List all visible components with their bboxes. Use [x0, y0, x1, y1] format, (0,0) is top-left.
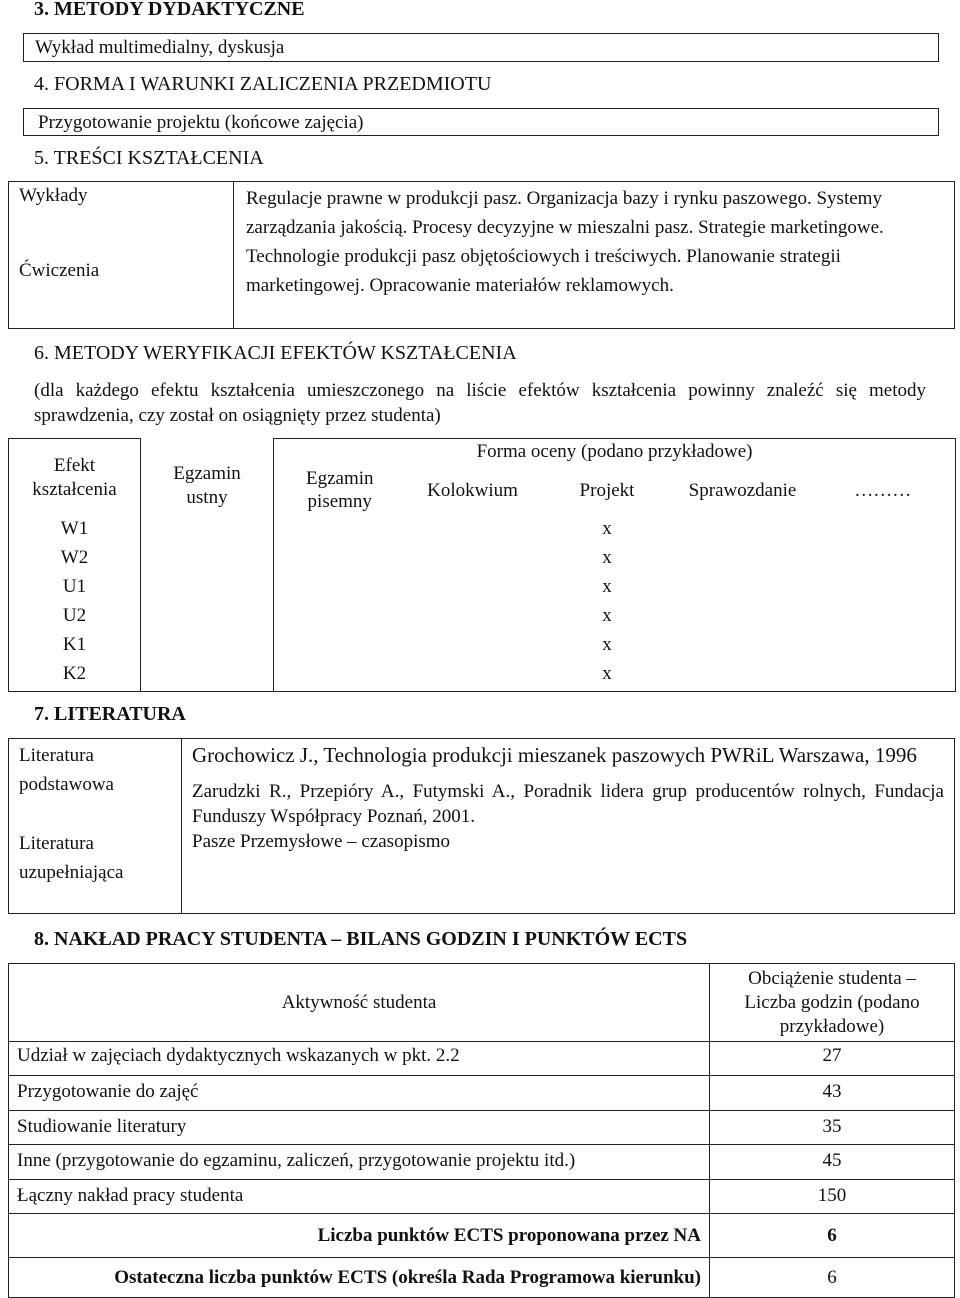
ects-proposed-value: 6: [710, 1214, 955, 1258]
mark-cell: x: [602, 604, 612, 626]
weryfikacja-table: [8, 438, 956, 692]
section-8-heading: 8. NAKŁAD PRACY STUDENTA – BILANS GODZIN I PUNKTÓW ECTS: [34, 928, 688, 950]
obciazenie-header: [710, 964, 955, 1042]
mark-cell: [274, 633, 406, 662]
mark-cell: [274, 517, 406, 546]
mark-cell: x: [602, 575, 612, 597]
mark-cell: [141, 546, 274, 575]
mark-cell: [274, 546, 406, 575]
efekt-cell: K2: [9, 662, 141, 692]
table-row: [9, 1180, 955, 1214]
tresci-labels-cell: [9, 182, 234, 329]
activity-hours: 27: [710, 1042, 955, 1076]
mark-cell: [811, 517, 956, 546]
activity-hours: 35: [710, 1111, 955, 1145]
efekt-header: [9, 439, 141, 517]
mark-cell: [811, 662, 956, 692]
efekt-cell: K1: [9, 633, 141, 662]
total-label: Łączny nakład pracy studenta: [9, 1180, 710, 1214]
tresci-label-wyklady: Wykłady: [19, 185, 88, 206]
aktywnosc-header: Aktywność studenta: [9, 964, 710, 1042]
mark-cell: [406, 517, 540, 546]
ects-final-label: Ostateczna liczba punktów ECTS (określa Rada Programowa kierunku): [9, 1258, 710, 1298]
col-other: ………: [811, 465, 956, 517]
section-3-content: Wykład multimedialny, dyskusja: [35, 37, 285, 58]
mark-cell: [141, 662, 274, 692]
section-6-heading: 6. METODY WERYFIKACJI EFEKTÓW KSZTAŁCENIA: [34, 342, 517, 364]
efekt-header-text: Efekt kształcenia: [32, 455, 117, 500]
mark-cell: [811, 633, 956, 662]
table-row: [9, 662, 956, 692]
table-row: [9, 1145, 955, 1180]
mark-cell: x: [540, 662, 675, 692]
forma-oceny-header: Forma oceny (podano przykładowe): [274, 439, 956, 465]
col-egzamin-ustny: [141, 439, 274, 517]
mark-cell: [811, 546, 956, 575]
activity-label: Studiowanie literatury: [9, 1111, 710, 1145]
tresci-wyklady-text: Regulacje prawne w produkcji pasz. Organizacja bazy i rynku paszowego. Systemy zarządzania jakością. Procesy decyzyjne w mieszalni pasz. Strategie marketingowe.: [246, 188, 884, 238]
ects-final-value: 6: [710, 1258, 955, 1298]
activity-label: Udział w zajęciach dydaktycznych wskazanych w pkt. 2.2: [9, 1042, 710, 1076]
mark-cell: [406, 662, 540, 692]
mark-cell: [406, 546, 540, 575]
literatura-uzupelniajaca-2: Pasze Przemysłowe – czasopismo: [192, 831, 451, 852]
literatura-content-cell: [182, 739, 955, 914]
literatura-podstawowa-label: Literatura podstawowa: [19, 745, 114, 795]
mark-cell: [675, 633, 811, 662]
mark-cell: [811, 604, 956, 633]
mark-cell: x: [602, 546, 612, 568]
mark-cell: [141, 604, 274, 633]
efekt-cell: U1: [9, 575, 141, 604]
mark-cell: [811, 575, 956, 604]
obciazenie-header-text: Obciążenie studenta – Liczba godzin (podano przykładowe): [744, 967, 920, 1037]
table-row: [9, 1111, 955, 1145]
col-egzamin-pisemny: [274, 465, 406, 517]
section-7-heading: 7. LITERATURA: [34, 703, 186, 725]
tresci-content-cell: [234, 182, 955, 329]
table-row: [9, 1076, 955, 1111]
activity-label: Inne (przygotowanie do egzaminu, zaliczeń, przygotowanie projektu itd.): [9, 1145, 710, 1180]
mark-cell: [274, 604, 406, 633]
section-6-note: (dla każdego efektu kształcenia umieszczonego na liście efektów kształcenia powinny znaleźć się metody sprawdzenia, czy został on osiągnięty przez studenta): [34, 380, 926, 426]
mark-cell: x: [602, 633, 612, 655]
mark-cell: [274, 662, 406, 692]
tresci-cwiczenia-text: Technologie produkcji pasz objętościowych i treściwych. Planowanie strategii marketingowej. Opracowanie materiałów reklamowych.: [246, 246, 841, 296]
section-3-heading: 3. METODY DYDAKTYCZNE: [34, 0, 305, 20]
col-sprawozdanie: Sprawozdanie: [688, 479, 797, 501]
ects-proposed-label: Liczba punktów ECTS proponowana przez NA: [9, 1214, 710, 1258]
mark-cell: [406, 633, 540, 662]
col-egzamin-pisemny-text: Egzamin pisemny: [305, 467, 374, 513]
literatura-podstawowa-text: Grochowicz J., Technologia produkcji mieszanek paszowych PWRiL Warszawa, 1996: [192, 743, 917, 767]
table-row: [9, 604, 956, 633]
mark-cell: [406, 575, 540, 604]
mark-cell: [141, 517, 274, 546]
col-kolokwium: Kolokwium: [427, 479, 518, 501]
section-3-box: [23, 33, 939, 62]
efekt-cell: W1: [9, 517, 141, 546]
tresci-label-cwiczenia: Ćwiczenia: [19, 259, 100, 281]
nakład-table: [8, 963, 955, 1298]
table-row: [9, 633, 956, 662]
efekt-cell: W2: [9, 546, 141, 575]
literatura-table: [8, 738, 955, 914]
activity-label: Przygotowanie do zajęć: [9, 1076, 710, 1111]
section-5-heading: 5. TREŚCI KSZTAŁCENIA: [34, 147, 264, 169]
mark-cell: [141, 633, 274, 662]
literatura-uzupelniajaca-1: Zarudzki R., Przepióry A., Futymski A., Poradnik lidera grup producentów rolnych, Fundacja Funduszy Współpracy Poznań, 2001.: [192, 781, 944, 827]
mark-cell: [675, 546, 811, 575]
mark-cell: [274, 575, 406, 604]
mark-cell: [675, 575, 811, 604]
section-4-heading: 4. FORMA I WARUNKI ZALICZENIA PRZEDMIOTU: [34, 73, 492, 95]
table-row: [9, 546, 956, 575]
section-4-content: Przygotowanie projektu (końcowe zajęcia): [38, 112, 364, 133]
mark-cell: [406, 604, 540, 633]
tresci-table: [8, 181, 955, 329]
table-row: [9, 575, 956, 604]
activity-hours: 43: [710, 1076, 955, 1111]
mark-cell: [675, 604, 811, 633]
section-4-box: [23, 108, 939, 136]
mark-cell: [141, 575, 274, 604]
table-row: [9, 1042, 955, 1076]
literatura-labels-cell: [9, 739, 182, 914]
total-hours: 150: [710, 1180, 955, 1214]
efekt-cell: U2: [9, 604, 141, 633]
col-egzamin-ustny-text: Egzamin ustny: [173, 462, 241, 508]
table-row: [9, 517, 956, 546]
mark-cell: [675, 517, 811, 546]
mark-cell: [675, 662, 811, 692]
mark-cell: x: [602, 517, 612, 539]
literatura-uzupelniajaca-label: Literatura uzupełniająca: [19, 833, 124, 883]
activity-hours: 45: [710, 1145, 955, 1180]
col-projekt: Projekt: [579, 479, 635, 501]
